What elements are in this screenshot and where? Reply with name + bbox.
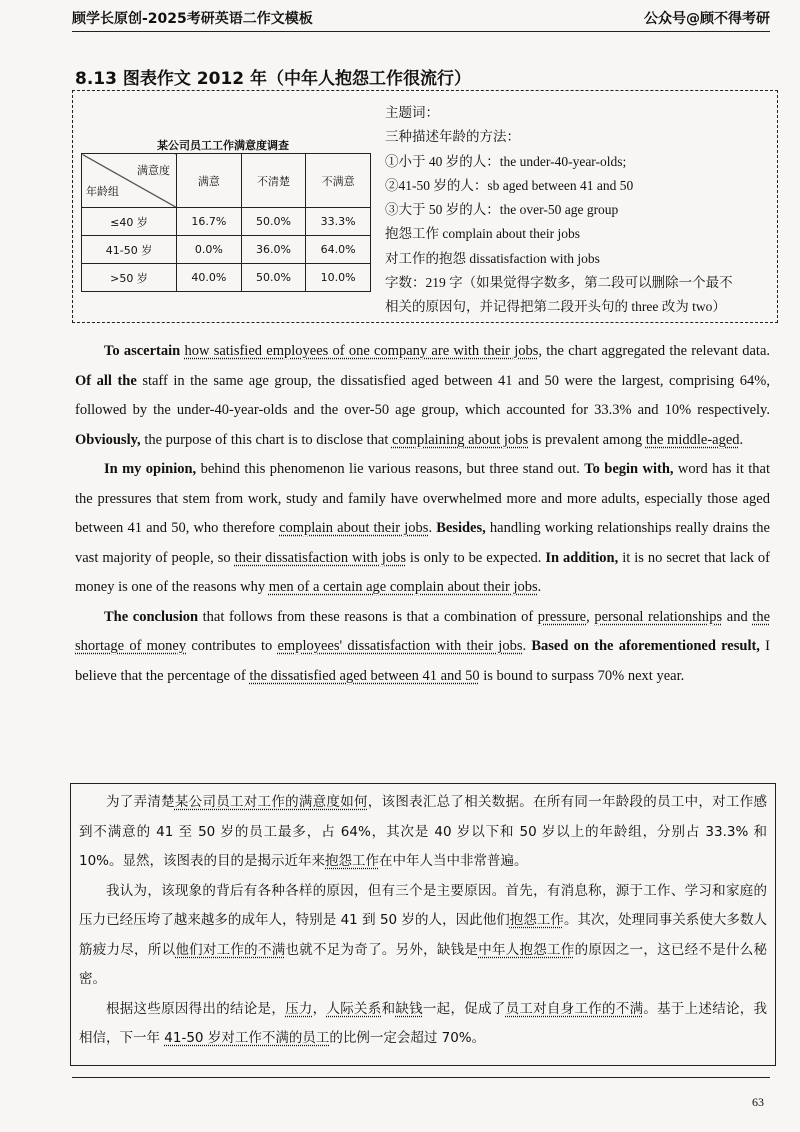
underlined-phrase: 41-50 岁对工作不满的员工 bbox=[164, 1030, 330, 1046]
footer-rule bbox=[72, 1077, 770, 1078]
text-run: . bbox=[522, 638, 532, 654]
text-run: staff in the same age group, the dissatisfied aged between 41 and 50 were the largest, comprising 64%, followed by the under-40-year-olds and the over-50 age group, which accounted for 33.3% and 10% respectively. bbox=[75, 372, 770, 418]
underlined-phrase: complaining about jobs bbox=[391, 431, 529, 448]
chinese-translation-box bbox=[70, 783, 776, 1066]
text-run: , the chart aggregated the relevant data. bbox=[538, 343, 771, 359]
underlined-phrase: men of a certain age complain about their jobs bbox=[268, 579, 538, 595]
text-run: is bound to surpass 70% next year. bbox=[479, 667, 685, 684]
underlined-phrase: personal relationships bbox=[594, 608, 723, 625]
corner-bottom: 年龄组 bbox=[86, 185, 119, 198]
table-row bbox=[82, 264, 371, 292]
prompt-box bbox=[72, 90, 778, 323]
text-run: ， bbox=[312, 1000, 327, 1017]
keyword-line: 三种描述年龄的方法： bbox=[385, 129, 520, 145]
underlined-phrase: 人际关系 bbox=[326, 1000, 382, 1017]
row-label: 41-50 岁 bbox=[82, 236, 177, 264]
underlined-phrase: 抱怨工作 bbox=[325, 853, 380, 869]
column-header: 满意 bbox=[177, 154, 242, 208]
column-header: 不清楚 bbox=[241, 154, 306, 208]
text-run: contributes to bbox=[186, 638, 278, 654]
translation-paragraph bbox=[79, 788, 767, 877]
table-header-row bbox=[82, 154, 371, 208]
text-run: . bbox=[739, 431, 744, 448]
underlined-phrase: 抱怨工作 bbox=[509, 912, 564, 928]
bold-phrase: To begin with, bbox=[584, 461, 674, 477]
keyword-notes bbox=[385, 101, 733, 320]
text-run: 在中年人当中非常普遍。 bbox=[379, 853, 528, 869]
text-run: 。基于上述结论，我相信，下一年 bbox=[79, 1000, 768, 1046]
text-run: and bbox=[722, 608, 753, 625]
keyword-line: 字数：219 字（如果觉得字数多，第二段可以删除一个最不 bbox=[385, 275, 733, 291]
text-run: 我认为，该现象的背后有各种各样的原因，但有三个是主要原因。首先，有消息称，源于工作、学习和家庭的压力已经压垮了越来越多的成年人，特别是 41 到 50 岁的人，因此他们 bbox=[79, 882, 767, 928]
row-label: ≤40 岁 bbox=[82, 208, 177, 236]
running-header bbox=[72, 8, 770, 32]
essay-paragraph bbox=[75, 603, 770, 692]
underlined-phrase: employees' dissatisfaction with their jobs bbox=[277, 638, 523, 654]
underlined-phrase: 他们对工作的不满 bbox=[175, 941, 286, 958]
corner-top: 满意度 bbox=[137, 164, 170, 177]
text-run: 为了弄清楚 bbox=[106, 794, 175, 810]
cell: 16.7% bbox=[177, 208, 242, 236]
table-row bbox=[82, 208, 371, 236]
text-run: . bbox=[428, 520, 437, 536]
text-run: handling working relationships really drains the vast majority of people, so bbox=[75, 520, 770, 566]
satisfaction-table bbox=[81, 153, 371, 292]
text-run: , bbox=[586, 608, 595, 625]
header-left: 顾学长原创-2025考研英语二作文模板 bbox=[72, 11, 313, 27]
bold-phrase: The conclusion bbox=[104, 608, 199, 625]
keyword-line: ②41-50 岁的人：sb aged between 41 and 50 bbox=[385, 177, 634, 193]
text-run: 的原因之一，这已经不是什么秘密。 bbox=[79, 941, 768, 987]
bold-phrase: In addition, bbox=[545, 549, 619, 566]
page-number: 63 bbox=[752, 1095, 764, 1109]
bold-phrase: In my opinion, bbox=[104, 461, 197, 477]
text-run: 的比例一定会超过 70%。 bbox=[329, 1030, 486, 1046]
text-run: that follows from these reasons is that a combination of bbox=[198, 608, 538, 625]
underlined-phrase: 压力 bbox=[285, 1000, 313, 1017]
underlined-phrase: pressure bbox=[537, 608, 587, 625]
keyword-line: ①小于 40 岁的人：the under-40-year-olds; bbox=[385, 153, 627, 169]
section-title: 8.13 图表作文 2012 年（中年人抱怨工作很流行） bbox=[75, 69, 472, 89]
text-run: I believe that the percentage of bbox=[75, 638, 770, 684]
underlined-phrase: complain about their jobs bbox=[279, 520, 429, 536]
header-right: 公众号@顾不得考研 bbox=[644, 11, 770, 27]
text-run: 一起，促成了 bbox=[422, 1000, 506, 1017]
text-run: is prevalent among bbox=[528, 431, 646, 448]
cell: 36.0% bbox=[241, 236, 306, 264]
underlined-phrase: the dissatisfied aged between 41 and 50 bbox=[249, 667, 480, 684]
underlined-phrase: the middle-aged bbox=[645, 431, 740, 448]
text-run: the purpose of this chart is to disclose that bbox=[140, 431, 392, 448]
table-caption: 某公司员工工作满意度调查 bbox=[157, 139, 289, 152]
bold-phrase: Based on the aforementioned result, bbox=[531, 638, 760, 654]
cell: 64.0% bbox=[306, 236, 371, 264]
cell: 10.0% bbox=[306, 264, 371, 292]
text-run: 。其次，处理同事关系使大多数人筋疲力尽，所以 bbox=[79, 912, 768, 958]
cell: 33.3% bbox=[306, 208, 371, 236]
underlined-phrase: 中年人抱怨工作 bbox=[478, 941, 575, 958]
keyword-line: 对工作的抱怨 dissatisfaction with jobs bbox=[385, 250, 600, 266]
text-run: 也就不足为奇了。另外，缺钱是 bbox=[285, 941, 479, 958]
underlined-phrase: their dissatisfaction with jobs bbox=[234, 549, 406, 566]
underlined-phrase: how satisfied employees of one company are with their jobs bbox=[184, 343, 539, 359]
translation-paragraph bbox=[79, 995, 767, 1054]
cell: 40.0% bbox=[177, 264, 242, 292]
keyword-line: 相关的原因句，并记得把第二段开头句的 three 改为 two） bbox=[385, 299, 726, 315]
underlined-phrase: the shortage of money bbox=[75, 608, 771, 654]
bold-phrase: Of all the bbox=[75, 372, 137, 389]
essay-paragraph bbox=[75, 337, 770, 455]
bold-phrase: Besides, bbox=[436, 520, 486, 536]
text-run: 和 bbox=[381, 1000, 396, 1017]
text-run: 根据这些原因得出的结论是， bbox=[106, 1000, 286, 1017]
essay-paragraph bbox=[75, 455, 770, 603]
text-run: behind this phenomenon lie various reasons, but three stand out. bbox=[196, 461, 585, 477]
cell: 50.0% bbox=[241, 264, 306, 292]
english-essay bbox=[75, 337, 770, 691]
row-label: >50 岁 bbox=[82, 264, 177, 292]
underlined-phrase: 缺钱 bbox=[395, 1000, 423, 1017]
keyword-line: 主题词： bbox=[385, 105, 439, 120]
keyword-line: ③大于 50 岁的人：the over-50 age group bbox=[385, 202, 619, 218]
cell: 0.0% bbox=[177, 236, 242, 264]
text-run: ，该图表汇总了相关数据。在所有同一年龄段的员工中，对工作感到不满意的 41 至 50 岁的员工最多，占 64%，其次是 40 岁以下和 50 岁以上的年龄组，分别占 33.3% 和 10%。显然，该图表的目的是揭示近年来 bbox=[79, 794, 768, 869]
text-run: is only to be expected. bbox=[405, 549, 546, 566]
underlined-phrase: 某公司员工对工作的满意度如何 bbox=[174, 794, 368, 810]
text-run: it is no secret that lack of money is one of the reasons why bbox=[75, 549, 771, 595]
underlined-phrase: 员工对自身工作的不满 bbox=[505, 1000, 644, 1017]
corner-cell bbox=[82, 154, 177, 208]
translation-paragraph bbox=[79, 877, 767, 995]
bold-phrase: To ascertain bbox=[104, 343, 181, 359]
cell: 50.0% bbox=[241, 208, 306, 236]
column-header: 不满意 bbox=[306, 154, 371, 208]
text-run: word has it that the pressures that stem from work, study and family have overwhelmed more and more adults, especially those aged between 41 and 50, who therefore bbox=[75, 461, 770, 536]
text-run: . bbox=[537, 579, 542, 595]
bold-phrase: Obviously, bbox=[75, 431, 141, 448]
table-row bbox=[82, 236, 371, 264]
keyword-line: 抱怨工作 complain about their jobs bbox=[385, 226, 580, 242]
